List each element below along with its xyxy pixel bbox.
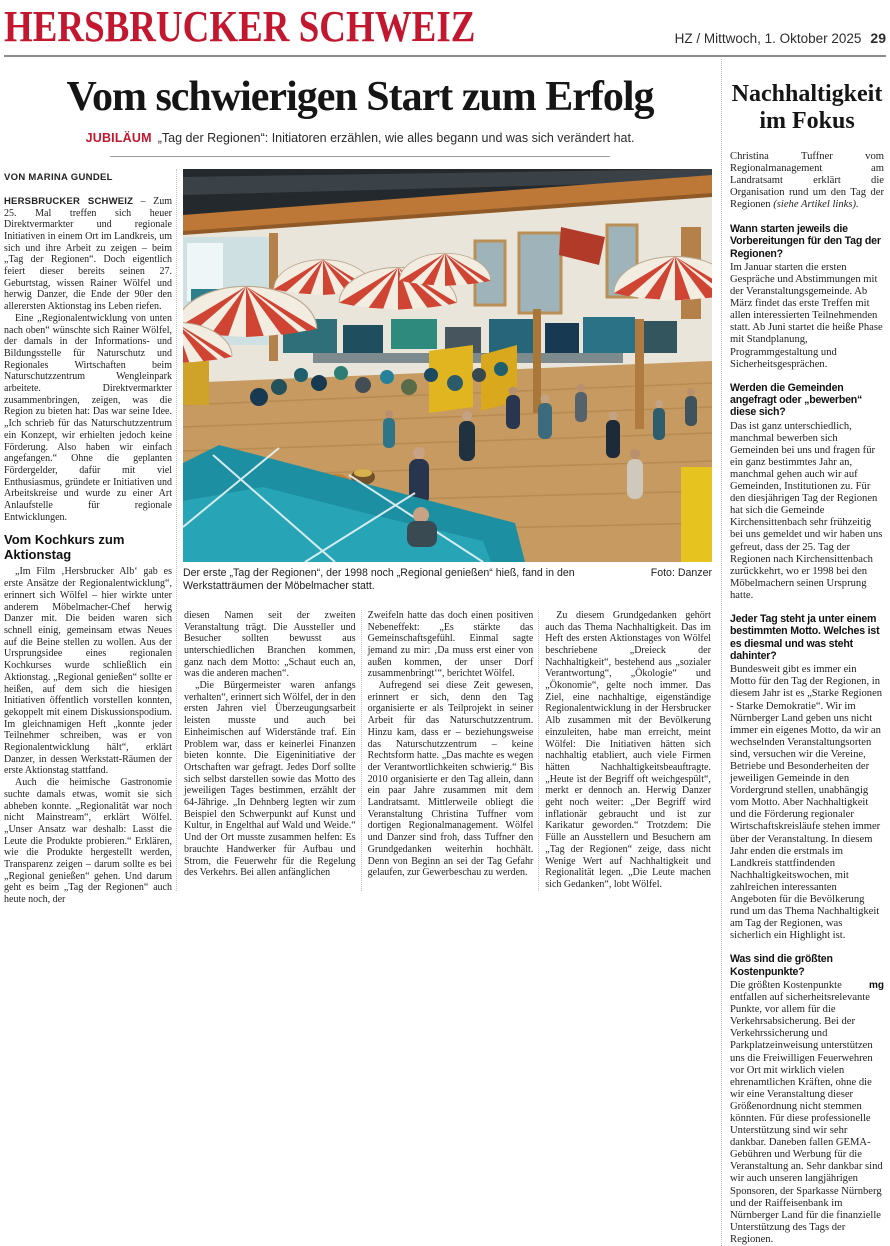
- paragraph-text: – Zum 25. Mal treffen sich heuer Direktvermarkter und regionale Initiativen in einem Ort im Landkreis, um sich und ihre Arbeit zu zeigen – beim „Tag der Regionen“. Doch eigentlich feiert dieser bereits seinen 27. Geburtstag, wissen Rainer Wölfel und herwig Danzer, die Ende der 90er den allerersten Aktionstag ins Leben riefen.: [4, 195, 173, 313]
- edition-date: HZ / Mittwoch, 1. Oktober 2025: [674, 30, 862, 46]
- article-headline: Vom schwierigen Start zum Erfolg: [66, 73, 654, 120]
- answer: Das ist ganz unterschiedlich, manchmal bewerben sich Gemeinden bei uns und fragen für ein ganz bestimmtes Jahr an, manchmal gehen auch wir auf Gemeinden, Institutionen zu. Für den diesjährigen Tag der Regionen hat sich die Gemeinde Kirchensittenbach sehr frühzeitig bei uns gemeldet und wir haben uns gefreut, dass der 25. Tag der Regionen nach Kirchensittenbach zurückkehrt, wo er 1998 bei den Möbelmachern seinen Ursprung hatte.: [730, 420, 883, 601]
- kicker-divider: [110, 156, 610, 157]
- lead-location-label: HERSBRUCKER SCHWEIZ: [4, 195, 134, 207]
- answer: Im Januar starten die ersten Gespräche und Abstimmungen mit der Veranstaltungsgemeinde. Ab März findet das erste Treffen mit allen interessierten Teilnehmenden statt. Ab Juni startet die heiße Phase mit Standplanung, Programmgestaltung und Sicherheitsgesprächen.: [730, 261, 883, 370]
- sidebar-intro-text: Christina Tuffner vom Regionalmanagement am Landratsamt erklärt die Organisation rund um den Tag der Regionen: [730, 150, 884, 210]
- photo-and-text-block: [176, 169, 716, 891]
- paragraph: Zu diesem Grundgedanken gehört auch das Thema Nachhaltigkeit. Das im Heft des ersten Aktionstages von Wölfel beschriebene „Dreieck der Nachhaltigkeit“, bestehend aus „sozialer Verantwortung“, „Ökologie“ und „Ökonomie“, gelte noch immer. Das Ziel, eine nachhaltige, eigenständige Regionalentwicklung in der Hersbrucker Alb zusammen mit der Bevölkerung einzuleiten, habe man erreicht, meint Wölfel: Die Initiativen hätten sich nachhaltig etabliert, auch viele Firmen hätten Nachhaltigkeitsbeauftragte. „Heute ist der Begriff oft weichgespült“, merkt er dennoch an. Herwig Danzer geht noch weiter: „Der Begriff wird inflationär gebraucht und ist zur Karikatur geworden.“ Trotzdem: Die Fülle an Ausstellern und Besuchern am „Tag der Regionen“ zeige, dass nicht Wenige Wert auf Nachhaltigkeit und Regionalität legen. „Die Leute machen sich Gedanken“, lobt Wölfel.: [545, 609, 711, 890]
- paragraph: Eine „Regionalentwicklung von unten nach oben“ wünschte sich Rainer Wölfel, der damals in der Informations- und Bildungsstelle für Naturschutz und Regionales Wirtschaften beim Naturschutzzentrum Wengleinpark arbeitete. Direktvermarkter zusammenbringen, zeigen, was die Region zu bieten hat: Das war seine Idee. „Ich schrieb für das Naturschutzzentrum ein Konzept, wir erhielten jedoch keine Förderung. Also haben wir einfach angefangen.“ Ohne die geplanten Fördergelder, dafür mit viel Enthusiasmus, gründete er Initiativen und Arbeitskreise und wurde zu einer Art Anlaufstelle für regionale Entwicklungen.: [4, 312, 172, 523]
- sidebar-intro: [730, 151, 884, 211]
- answer-text: Die größten Kostenpunkte entfallen auf sicherheitsrelevante Punkte, vor allem für die Verkehrsabsicherung. Bei der Verkehrssicherung und Parkplatzeinweisung unterstützen uns die Freiwilligen Feuerwehren vor Ort mit wirklich vielen ehrenamtlichen Kräften, ohne die wir eine Veranstaltung dieser Größenordnung nicht stemmen könnten. Für diese professionelle Unterstützung sind wir sehr dankbar. Daneben fallen GEMA-Gebühren und Werbung für die Veranstaltung an. Sehr dankbar sind wir auch unseren langjährigen Sponsoren, der Sparkasse Nürnberg und der Raiffeisenbank im Nürnberger Land für die finanzielle Unterstützung des Tags der Regionen.: [730, 979, 883, 1245]
- article-column-2: [183, 610, 361, 891]
- kicker-text: „Tag der Regionen“: Initiatoren erzählen, wie alles begann und was sich verändert hat.: [157, 130, 635, 145]
- page-number: 29: [870, 29, 886, 46]
- question: Jeder Tag steht ja unter einem bestimmten Motto. Welches ist es diesmal und was steht dahinter?: [730, 613, 880, 662]
- author-initials: mg: [869, 979, 884, 991]
- kicker-label: JUBILÄUM: [85, 130, 152, 145]
- article-column-3: [361, 610, 539, 891]
- byline: VON MARINA GUNDEL: [4, 171, 113, 183]
- market-hall-photo: [183, 169, 712, 562]
- article-column-4: [538, 610, 716, 891]
- sidebar-title: [730, 81, 884, 135]
- paragraph: „Im Film ‚Hersbrucker Alb‘ gab es erste Ansätze der Regionalentwicklung“, erinnert sich Wölfel – hier wirkte unter anderem Möbelmacher-Chef herwig Danzer mit. Die beiden waren sich schnell einig, gemeinsam etwas Neues auf die Beine stellen zu wollen. Aus der Ursprungsidee eines regionalen Kochkurses wurde schließlich ein Aktionstag. „Regional genießen“ sollte er heißen, auf dem sich die hiesigen Initiativen öffentlich vorstellen konnten, gekoppelt mit einem Diskussionspodium. Im gleichnamigen Heft „konnte jeder Teilnehmer schreiben, was er von Regionalentwicklung hält“, erklärt Danzer, in dessen Werkstatt-Räumen der erste Aktionstag stattfand.: [4, 566, 172, 777]
- dateline: [675, 30, 886, 48]
- paragraph: „Die Bürgermeister waren anfangs verhalten“, erinnert sich Wölfel, der in den ersten Jahren viel Überzeugungsarbeit leisten musste und auch bei Einheimischen auf Widerstände traf. Ein Problem war, dass er keinerlei Finanzen bieten konnte. Die Eigeninitiative der Ortschaften war gefragt. Jedes Dorf sollte sich selbst darstellen sowie das Motto des jeweiligen Tages bestimmen, erzählt der 64-Jährige. „In Dehnberg legten wir zum Beispiel den Schwerpunkt auf Kunst und Kultur, in Engelthal auf Wald und Weide.“ Und der Ort musste zusammen helfen: Es brauchte Handwerker für Aufbau und Strom, die Feuerwehr für die Regelung des Verkehrs. Bei allen anfänglichen: [184, 680, 356, 879]
- paragraph: [4, 196, 172, 313]
- masthead: [4, 2, 886, 57]
- answer: [730, 980, 884, 1246]
- photo-caption: [183, 567, 712, 594]
- section-subhead: Vom Kochkurs zum Aktionstag: [4, 532, 125, 563]
- paragraph: Aufregend sei diese Zeit gewesen, erinnert er sich, denn den Tag organisierte er als Teilprojekt in seiner Arbeit für das Naturschutzzentrum. Hinzu kam, dass er – beziehungsweise das Naturschutzzentrum – keine Rechtsform hatte. „Das machte es wegen der Verantwortlichkeiten schwierig.“ Bis 2010 organisierte er den Tag allein, dann ein paar Jahre zusammen mit dem Landratsamt. Mittlerweile obliegt die Veranstaltung Christina Tuffner vom dortigen Regionalmanagement. Wölfel und Danzer sind froh, dass Tuffner den Grundgedanken weiterhin hochhält. Denn von Beginn an sei der Tag Gefahr gelaufen, zur Gewerbeschau zu werden.: [367, 680, 534, 879]
- sidebar-interview: [721, 59, 886, 1246]
- photo-caption-text: Der erste „Tag der Regionen“, der 1998 noch „Regional genießen“ hieß, fand in den Werkstatträumen der Möbelmacher statt.: [183, 566, 575, 593]
- sidebar-title-line2: im Fokus: [759, 107, 855, 134]
- photo-credit: Foto: Danzer: [650, 566, 712, 579]
- question: Was sind die größten Kostenpunkte?: [730, 953, 833, 978]
- article-column-1: [4, 169, 176, 906]
- paragraph: Zweifeln hatte das doch einen positiven Nebeneffekt: „Es stärkte das Gemeinschaftsgefühl. Einmal sagte jemand zu mir: ‚Da muss erst einer von außen kommen, der unser Dorf zusammenbringt‘“, berichtet Wölfel.: [367, 609, 534, 680]
- main-article: [4, 59, 716, 1246]
- article-kicker: [4, 131, 716, 145]
- sidebar-title-line1: Nachhaltigkeit: [731, 80, 883, 107]
- answer: Bundesweit gibt es immer ein Motto für den Tag der Regionen, in diesem Jahr ist es „Starke Regionen - Starke Demokratie“. Wir im Nürnberger Land geben uns nicht immer ein eigenes Motto, da wir an wechselnden Veranstaltungsorten sind, versuchen wir die Vereine, Betriebe und Besonderheiten der jeweiligen Gemeinde in den Vordergrund stellen, unabhängig vom Motto. Aber Nachhaltigkeit und die Förderung regionaler Wirtschaftskreisläufe stehen immer über der Veranstaltung. In diesem Jahr enden die erstmals im Landkreis stattfindenden Nachhaltigkeitswochen, mit zahlreichen interessanten Angeboten für die Bevölkerung rund um das Thema Nachhaltigkeit am Tag der Regionen, was sicherlich ein Highlight ist.: [730, 664, 883, 942]
- paragraph: diesen Namen seit der zweiten Veranstaltung trägt. Die Aussteller und Besucher sollten bewusst aus unterschiedlichen Branchen kommen, ganz nach dem Motto: „Schaut euch an, was die anderen machen“.: [184, 609, 356, 680]
- question: Werden die Gemeinden angefragt oder „bewerben“ diese sich?: [730, 381, 863, 419]
- masthead-title: HERSBRUCKER SCHWEIZ: [4, 2, 476, 51]
- sidebar-intro-note: (siehe Artikel links).: [773, 198, 859, 210]
- paragraph: Auch die heimische Gastronomie suchte damals etwas, womit sie sich abheben konnte. „Regionalität war noch nicht Mainstream“, erklärt Wölfel. „Unser Ansatz war deshalb: Lasst die Leute die Produkte probieren.“ Erklären, wie die Produkte hergestellt werden, Transparenz zeigen – darum sollte es bei „Regional genießen“ gehen. Und darum geht es beim „Tag der Regionen“ auch heute noch, der: [4, 777, 172, 906]
- question: Wann starten jeweils die Vorbereitungen für den Tag der Regionen?: [730, 223, 881, 260]
